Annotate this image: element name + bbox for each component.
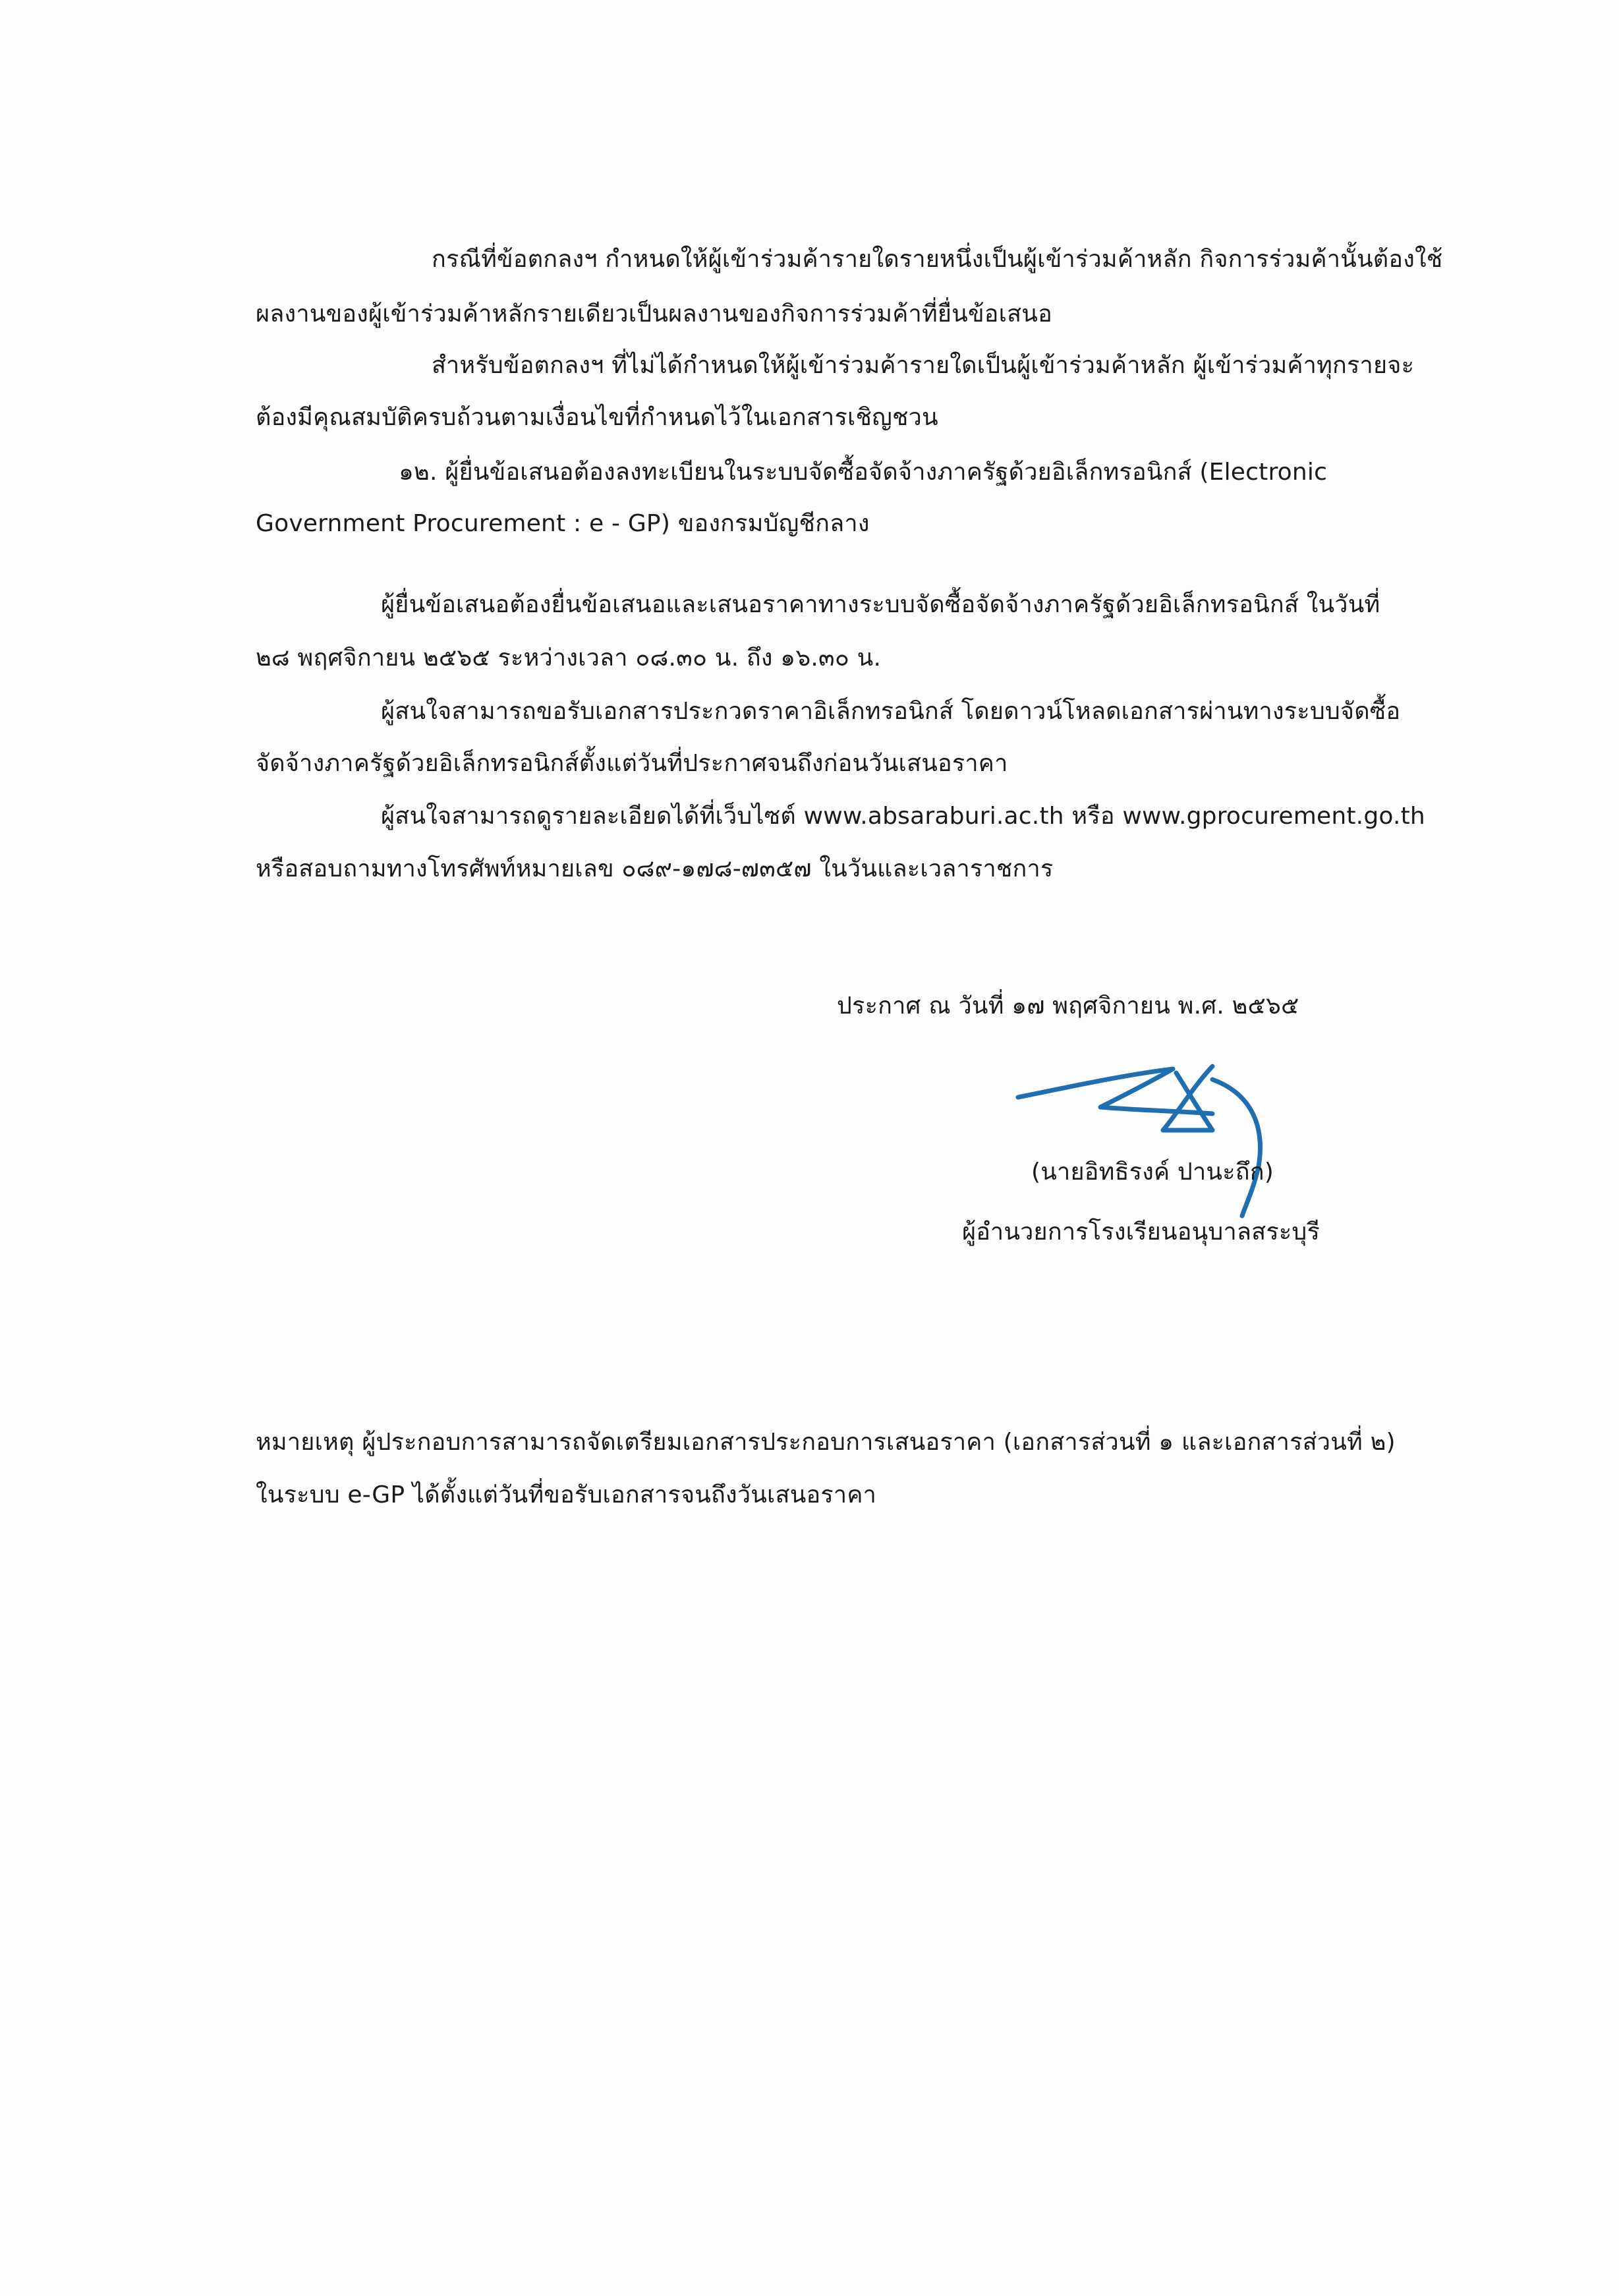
body-line-12: หรือสอบถามทางโทรศัพท์หมายเลข ๐๘๙-๑๗๘-๗๓๕๗ ในวันและเวลาราชการ (256, 855, 1054, 882)
signature (1015, 1048, 1318, 1219)
body-line-9: ผู้สนใจสามารถขอรับเอกสารประกวดราคาอิเล็กทรอนิกส์ โดยดาวน์โหลดเอกสารผ่านทางระบบจัดซื้อ (381, 698, 1401, 725)
body-line-2: ผลงานของผู้เข้าร่วมค้าหลักรายเดียวเป็นผลงานของกิจการร่วมค้าที่ยื่นข้อเสนอ (256, 301, 1052, 328)
body-line-5: ๑๒. ผู้ยื่นข้อเสนอต้องลงทะเบียนในระบบจัดซื้อจัดจ้างภาครัฐด้วยอิเล็กทรอนิกส์ (Electronic (399, 459, 1328, 486)
body-line-10: จัดจ้างภาครัฐด้วยอิเล็กทรอนิกส์ตั้งแต่วันที่ประกาศจนถึงก่อนวันเสนอราคา (256, 750, 1008, 777)
body-line-3: สำหรับข้อตกลงฯ ที่ไม่ได้กำหนดให้ผู้เข้าร่วมค้ารายใดเป็นผู้เข้าร่วมค้าหลัก ผู้เข้าร่วมค้าทุกรายจะ (432, 352, 1415, 379)
body-line-11: ผู้สนใจสามารถดูรายละเอียดได้ที่เว็บไซต์ www.absaraburi.ac.th หรือ www.gprocurement.go.th (381, 803, 1425, 830)
body-line-7: ผู้ยื่นข้อเสนอต้องยื่นข้อเสนอและเสนอราคาทางระบบจัดซื้อจัดจ้างภาครัฐด้วยอิเล็กทรอนิกส์ ในวันที่ (381, 591, 1380, 618)
body-line-8: ๒๘ พฤศจิกายน ๒๕๖๕ ระหว่างเวลา ๐๘.๓๐ น. ถึง ๑๖.๓๐ น. (256, 645, 882, 672)
body-line-4: ต้องมีคุณสมบัติครบถ้วนตามเงื่อนไขที่กำหนดไว้ในเอกสารเชิญชวน (256, 404, 938, 431)
remark-line-1: หมายเหตุ ผู้ประกอบการสามารถจัดเตรียมเอกสารประกอบการเสนอราคา (เอกสารส่วนที่ ๑ และเอกสารส่วนที่ ๒) (256, 1429, 1396, 1456)
signatory-position: ผู้อำนวยการโรงเรียนอนุบาลสระบุรี (962, 1219, 1320, 1246)
signatory-name: (นายอิทธิรงค์ ปานะถึก) (1031, 1159, 1274, 1186)
announcement-date: ประกาศ ณ วันที่ ๑๗ พฤศจิกายน พ.ศ. ๒๕๖๕ (837, 992, 1299, 1019)
body-line-6: Government Procurement : e - GP) ของกรมบัญชีกลาง (256, 510, 870, 537)
body-line-1: กรณีที่ข้อตกลงฯ กำหนดให้ผู้เข้าร่วมค้ารายใดรายหนึ่งเป็นผู้เข้าร่วมค้าหลัก กิจการร่วมค้านั้นต้องใช้ (432, 246, 1443, 273)
remark-line-2: ในระบบ e-GP ได้ตั้งแต่วันที่ขอรับเอกสารจนถึงวันเสนอราคา (256, 1481, 877, 1508)
